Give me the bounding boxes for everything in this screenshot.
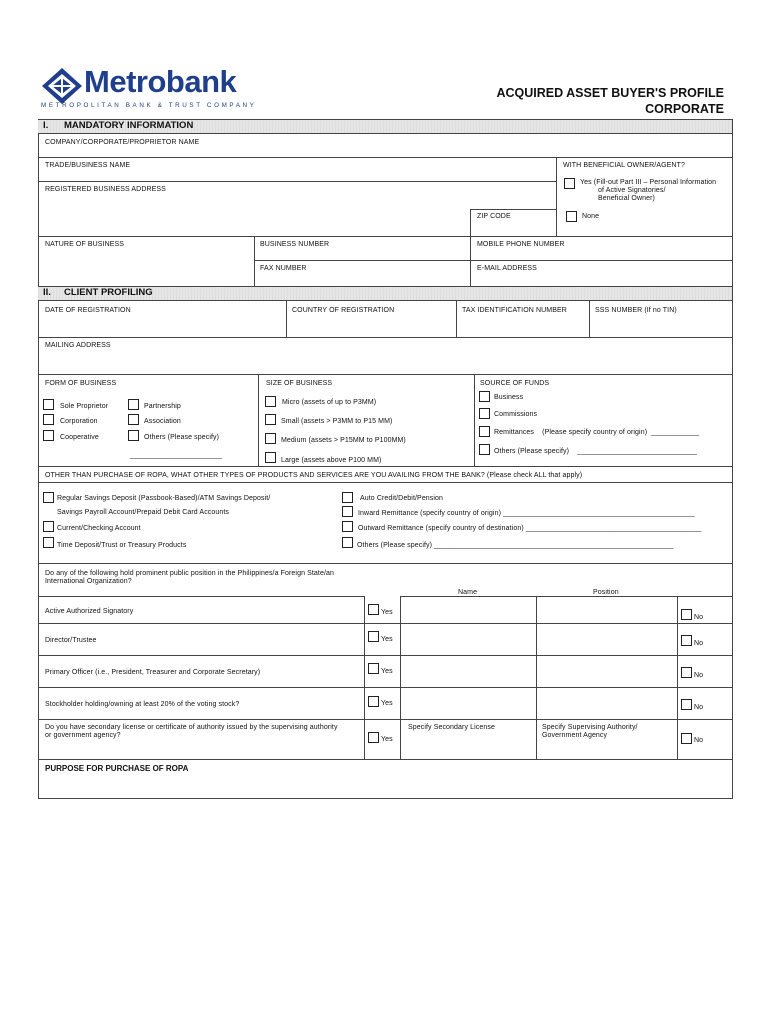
sole-proprietor-checkbox[interactable] (43, 399, 54, 410)
sof-commissions-checkbox[interactable] (479, 408, 490, 419)
metrobank-logo (40, 64, 257, 114)
section-1-header: I. MANDATORY INFORMATION (38, 119, 732, 134)
mobile-phone-label: MOBILE PHONE NUMBER (477, 241, 565, 248)
regular-savings-label: Regular Savings Deposit (Passbook-Based)/ATM Savings Deposit/ (57, 495, 271, 502)
inward-remittance-checkbox[interactable] (342, 506, 353, 517)
large-checkbox[interactable] (265, 452, 276, 463)
outward-remittance-checkbox[interactable] (342, 521, 353, 532)
trade-name-label: TRADE/BUSINESS NAME (45, 162, 131, 169)
pep-yes-checkbox[interactable] (368, 663, 379, 674)
beneficial-none-label: None (582, 213, 600, 220)
pep-yes-checkbox[interactable] (368, 696, 379, 707)
pep-question-2: International Organization? (45, 578, 132, 585)
association-label: Association (144, 418, 181, 425)
registered-address-label: REGISTERED BUSINESS ADDRESS (45, 186, 166, 193)
beneficial-yes-label-3: Beneficial Owner) (598, 195, 655, 202)
association-checkbox[interactable] (128, 414, 139, 425)
date-of-registration-label: DATE OF REGISTRATION (45, 307, 131, 314)
pep-yes-checkbox[interactable] (368, 631, 379, 642)
time-deposit-checkbox[interactable] (43, 537, 54, 548)
large-label: Large (assets above P100 MM) (281, 457, 382, 464)
current-account-checkbox[interactable] (43, 521, 54, 532)
sof-others-label: Others (Please specify) ______________________________ (494, 448, 698, 455)
micro-checkbox[interactable] (265, 396, 276, 407)
sole-proprietor-label: Sole Proprietor (60, 403, 109, 410)
fob-others-checkbox[interactable] (128, 430, 139, 441)
auto-credit-checkbox[interactable] (342, 492, 353, 503)
zip-code-label: ZIP CODE (477, 213, 511, 220)
sof-remittances-checkbox[interactable] (479, 426, 490, 437)
pep-no-label: No (694, 672, 704, 679)
other-products-question: OTHER THAN PURCHASE OF ROPA, WHAT OTHER TYPES OF PRODUCTS AND SERVICES ARE YOU AVAILING FROM THE BANK? (Please check ALL that apply) (45, 472, 583, 479)
pep-no-checkbox[interactable] (681, 699, 692, 710)
pep-row-label: Primary Officer (i.e., President, Treasurer and Corporate Secretary) (45, 669, 261, 676)
auto-credit-label: Auto Credit/Debit/Pension (360, 495, 444, 502)
sof-business-checkbox[interactable] (479, 391, 490, 402)
sof-commissions-label: Commissions (494, 411, 538, 418)
outward-remittance-label: Outward Remittance (specify country of destination) ____________________________________________ (358, 525, 702, 532)
micro-label: Micro (assets of up to P3MM) (282, 399, 377, 406)
license-yes-checkbox[interactable] (368, 732, 379, 743)
inward-remittance-label: Inward Remittance (specify country of origin) ________________________________________________ (358, 510, 695, 517)
current-account-label: Current/Checking Account (57, 525, 141, 532)
business-number-label: BUSINESS NUMBER (260, 241, 330, 248)
name-column-header: Name (458, 589, 478, 596)
fob-others-label: Others (Please specify) (144, 434, 220, 441)
form-of-business-label: FORM OF BUSINESS (45, 380, 117, 387)
mailing-address-label: MAILING ADDRESS (45, 342, 111, 349)
fob-others-blank[interactable]: _______________________ (130, 452, 222, 459)
pep-row-label: Stockholder holding/owning at least 20% of the voting stock? (45, 701, 240, 708)
corporation-label: Corporation (60, 418, 98, 425)
beneficial-yes-checkbox[interactable] (564, 178, 575, 189)
pep-row-label: Director/Trustee (45, 637, 97, 644)
metrobank-emblem-icon (40, 66, 84, 106)
form-title: ACQUIRED ASSET BUYER'S PROFILE (496, 86, 724, 100)
pep-row-label: Active Authorized Signatory (45, 608, 134, 615)
size-of-business-label: SIZE OF BUSINESS (266, 380, 333, 387)
regular-savings-checkbox[interactable] (43, 492, 54, 503)
source-of-funds-label: SOURCE OF FUNDS (480, 380, 550, 387)
pep-question-1: Do any of the following hold prominent public position in the Philippines/a Foreign State/an (45, 570, 334, 577)
partnership-label: Partnership (144, 403, 181, 410)
country-of-registration-label: COUNTRY OF REGISTRATION (292, 307, 395, 314)
pep-no-label: No (694, 704, 704, 711)
license-no-label: No (694, 737, 704, 744)
partnership-checkbox[interactable] (128, 399, 139, 410)
time-deposit-label: Time Deposit/Trust or Treasury Products (57, 542, 187, 549)
pep-no-checkbox[interactable] (681, 667, 692, 678)
email-label: E-MAIL ADDRESS (477, 265, 537, 272)
small-label: Small (assets > P3MM to P15 MM) (281, 418, 393, 425)
purpose-label: PURPOSE FOR PURCHASE OF ROPA (45, 764, 189, 773)
beneficial-none-checkbox[interactable] (566, 211, 577, 222)
license-question-2: or government agency? (45, 732, 121, 739)
cooperative-label: Cooperative (60, 434, 99, 441)
form-subtitle: CORPORATE (645, 102, 724, 116)
beneficial-yes-label-1: Yes (Fill-out Part III – Personal Information (580, 179, 717, 186)
pep-yes-label: Yes (381, 609, 393, 616)
sof-remittances-label: Remittances (Please specify country of origin) ____________ (494, 429, 700, 436)
section-2-title: CLIENT PROFILING (64, 287, 153, 298)
beneficial-owner-question: WITH BENEFICIAL OWNER/AGENT? (563, 162, 685, 169)
license-question-1: Do you have secondary license or certificate of authority issued by the supervising authority (45, 724, 338, 731)
pep-yes-label: Yes (381, 700, 393, 707)
license-yes-label: Yes (381, 736, 393, 743)
tin-label: TAX IDENTIFICATION NUMBER (462, 307, 567, 314)
specify-license-label: Specify Secondary License (408, 724, 495, 731)
corporation-checkbox[interactable] (43, 414, 54, 425)
payroll-label: Savings Payroll Account/Prepaid Debit Card Accounts (57, 509, 230, 516)
company-name-label: COMPANY/CORPORATE/PROPRIETOR NAME (45, 139, 200, 146)
position-column-header: Position (593, 589, 619, 596)
specify-authority-label-1: Specify Supervising Authority/ (542, 724, 638, 731)
section-2-header: II. CLIENT PROFILING (38, 286, 732, 301)
brand-name: Metrobank (84, 64, 237, 99)
products-others-label: Others (Please specify) ____________________________________________________________ (357, 542, 674, 549)
cooperative-checkbox[interactable] (43, 430, 54, 441)
fax-number-label: FAX NUMBER (260, 265, 307, 272)
sss-label: SSS NUMBER (If no TIN) (595, 307, 677, 314)
section-1-title: MANDATORY INFORMATION (64, 120, 194, 131)
pep-no-label: No (694, 640, 704, 647)
license-no-checkbox[interactable] (681, 733, 692, 744)
pep-no-checkbox[interactable] (681, 609, 692, 620)
medium-checkbox[interactable] (265, 433, 276, 444)
specify-authority-label-2: Government Agency (542, 732, 608, 739)
sof-others-checkbox[interactable] (479, 444, 490, 455)
small-checkbox[interactable] (265, 414, 276, 425)
products-others-checkbox[interactable] (342, 537, 353, 548)
beneficial-yes-label-2: of Active Signatories/ (598, 187, 666, 194)
medium-label: Medium (assets > P15MM to P100MM) (281, 437, 406, 444)
pep-yes-checkbox[interactable] (368, 604, 379, 615)
pep-yes-label: Yes (381, 668, 393, 675)
brand-tagline: METROPOLITAN BANK & TRUST COMPANY (41, 102, 257, 109)
pep-no-label: No (694, 614, 704, 621)
pep-yes-label: Yes (381, 636, 393, 643)
pep-no-checkbox[interactable] (681, 635, 692, 646)
nature-of-business-label: NATURE OF BUSINESS (45, 241, 125, 248)
sof-business-label: Business (494, 394, 524, 401)
